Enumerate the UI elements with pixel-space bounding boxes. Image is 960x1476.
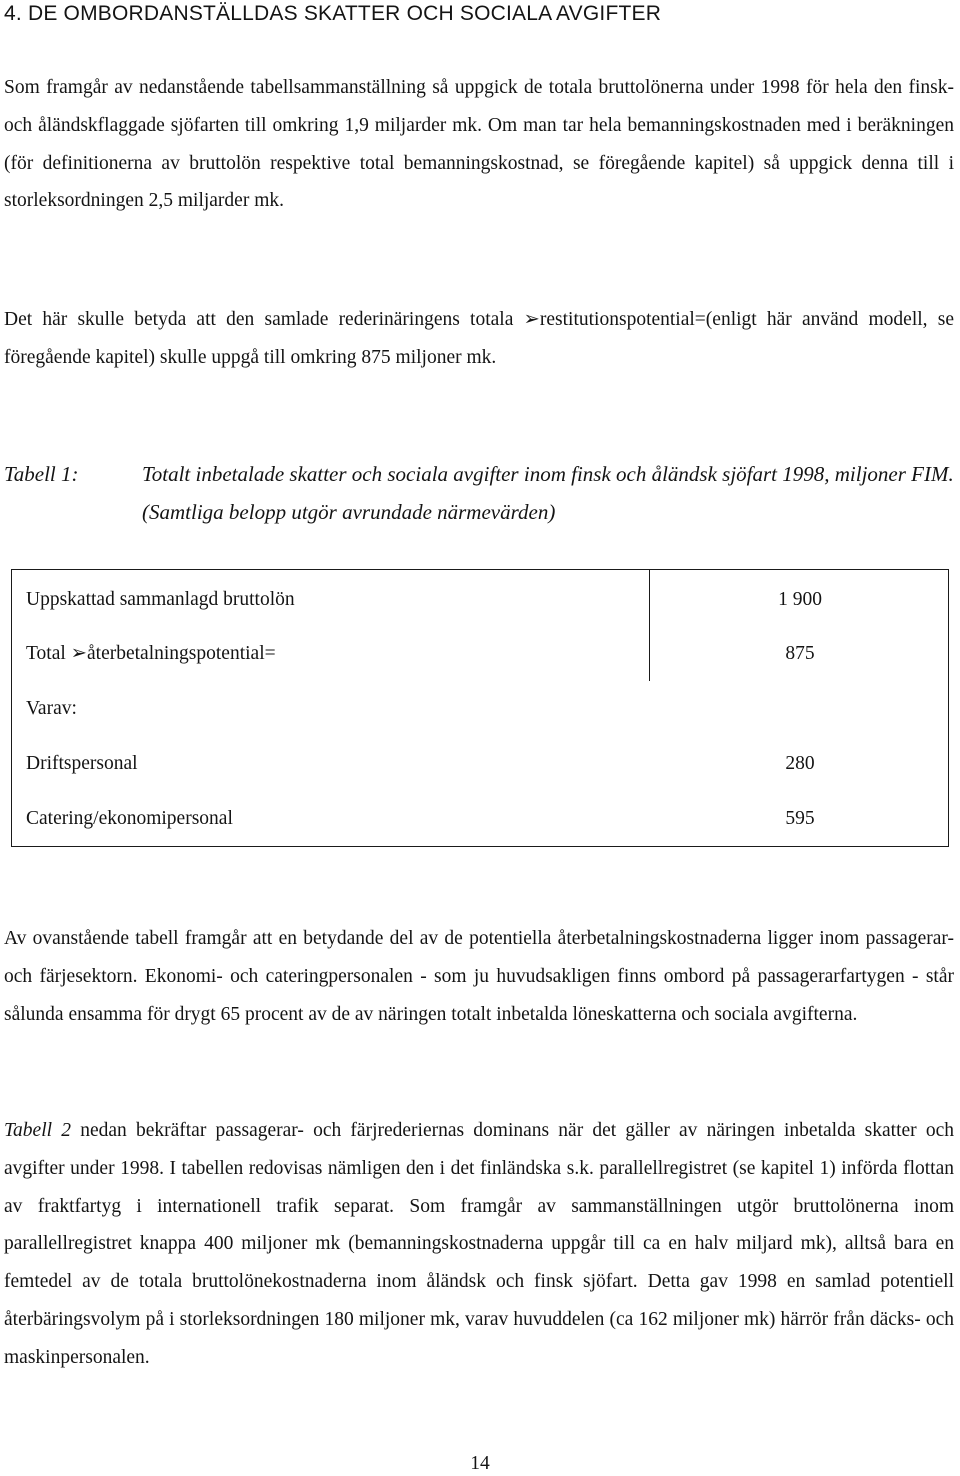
- table-row-value: 280: [785, 753, 815, 774]
- table-caption-text: Totalt inbetalade skatter och sociala avgifter inom finsk och åländsk sjöfart 1998, miljoner FIM. (Samtliga belopp utgör avrundade närmevärden): [142, 462, 954, 524]
- paragraph-1: Som framgår av nedanstående tabellsammanställning så uppgick de totala bruttolönerna under 1998 för hela den finsk- och åländskflaggade sjöfarten till omkring 1,9 miljarder mk. Om man tar hela bemanningskostnaden med i beräkningen (för definitionerna av bruttolön respektive total bemanningskostnad, se föregående kapitel) så uppgick denna till i storleksordningen 2,5 miljarder mk.: [4, 77, 954, 212]
- table-row-label: Uppskattad sammanlagd bruttolön: [26, 589, 295, 610]
- table-row-value: 595: [785, 808, 815, 829]
- table-row-label: Driftspersonal: [26, 753, 138, 774]
- summary-table: [11, 569, 949, 847]
- paragraph-4-text: nedan bekräftar passagerar- och färjrederiernas dominans när det gäller av näringen inbetalda skatter och avgifter under 1998. I tabellen redovisas nämligen den i det finländska s.k. parallellregistret (se kapitel 1) införda flottan av fraktfartyg i internationell trafik separat. Som framgår av sammanställningen utgör bruttolönerna inom parallellregistret knappa 400 miljoner mk (bemanningskostnaderna uppgår till ca en halv miljard mk), alltså bara en femtedel av de totala bruttolönekostnaderna inom åländsk och finsk sjöfart. Detta gav 1998 en samlad potentiell återbäringsvolym på i storleksordningen 180 miljoner mk, varav huvuddelen (ca 162 miljoner mk) härrör från däcks- och maskinpersonalen.: [4, 1120, 954, 1368]
- table-row-label: Varav:: [26, 698, 77, 719]
- section-heading: 4. DE OMBORDANSTÄLLDAS SKATTER OCH SOCIALA AVGIFTER: [4, 2, 662, 25]
- table-row-label: Catering/ekonomipersonal: [26, 808, 233, 829]
- table-row-value: 1 900: [778, 589, 822, 610]
- table-reference: Tabell 2: [4, 1120, 71, 1141]
- table-row-value: 875: [785, 643, 815, 664]
- paragraph-2: Det här skulle betyda att den samlade rederinäringens totala ➢restitutionspotential=(enligt här använd modell, se föregående kapitel) skulle uppgå till omkring 875 miljoner mk.: [4, 309, 954, 368]
- table-row-label: Total ➢återbetalningspotential=: [26, 643, 276, 664]
- paragraph-3: Av ovanstående tabell framgår att en betydande del av de potentiella återbetalningskostnaderna ligger inom passagerar- och färjesektorn. Ekonomi- och cateringpersonalen - som ju huvudsakligen finns ombord på passagerarfartygen - står sålunda ensamma för drygt 65 procent av de av näringen totalt inbetalda löneskatterna och sociala avgifterna.: [4, 928, 954, 1025]
- paragraph-4: [4, 1112, 954, 1377]
- page-number: 14: [470, 1453, 490, 1474]
- table-caption-label: Tabell 1:: [4, 462, 79, 486]
